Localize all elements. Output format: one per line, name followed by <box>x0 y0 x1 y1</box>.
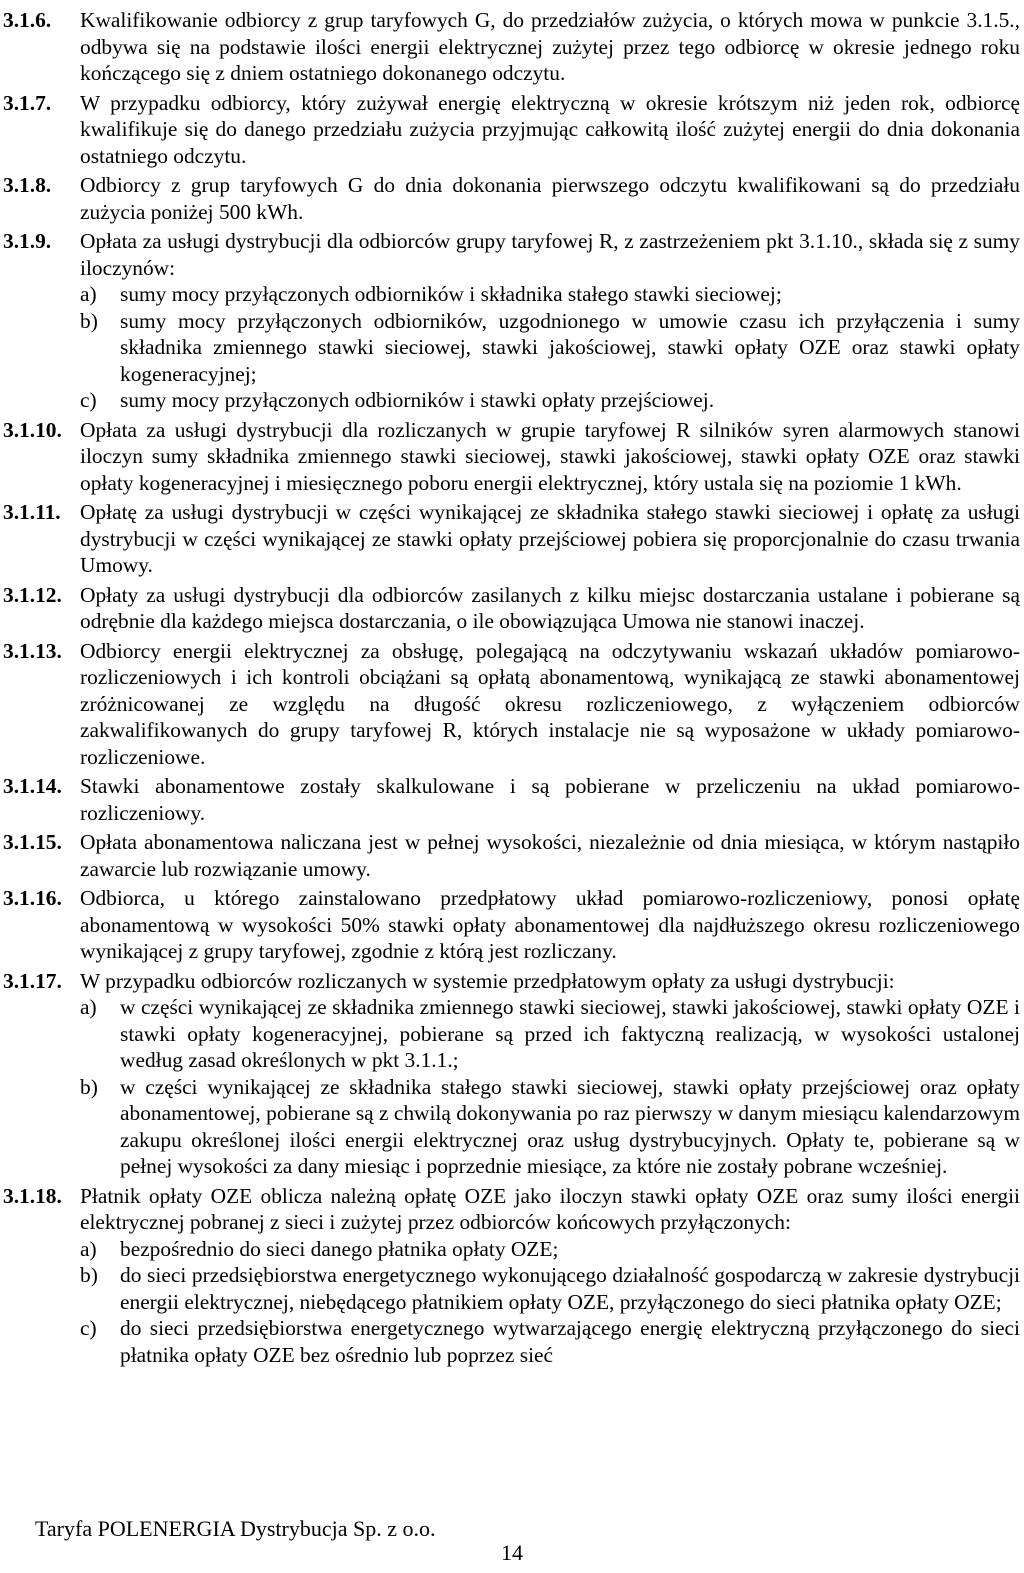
list-item-marker: c) <box>80 1316 97 1340</box>
list-item-marker: b) <box>80 1074 98 1099</box>
section-text: W przypadku odbiorców rozliczanych w systemie przedpłatowym opłaty za usługi dystrybucji: <box>80 968 895 993</box>
list-item-text: w części wynikającej ze składnika zmiennego stawki sieciowej, stawki jakościowej, stawki opłaty OZE i stawki opłaty kogeneracyjnej, pobierane są przed ich faktyczną realizacją, w wysokości ustalonej według zasad określonych w pkt 3.1.1.; <box>120 995 1020 1072</box>
list-item-text: do sieci przedsiębiorstwa energetycznego wytwarzającego energię elektryczną przyłączonego do sieci płatnika opłaty OZE bez ośrednio lub poprzez sieć <box>120 1316 1020 1367</box>
list-item-text: w części wynikającej ze składnika stałego stawki sieciowej, stawki opłaty przejściowej oraz opłaty abonamentowej, pobierane są z chwilą dokonywania po raz pierwszy w danym miesiącu kalendarzowym zakupu określonej ilości energii elektrycznej oraz usług dystrybucyjnych. Opłaty te, pobierane są w pełnej wysokości za dany miesiąc i poprzednie miesiące, za które nie zostały pobrane wcześniej. <box>120 1074 1020 1178</box>
section-number: 3.1.15. <box>3 830 62 854</box>
list-item-text: sumy mocy przyłączonych odbiorników, uzgodnionego w umowie czasu ich przyłączenia i sumy składnika zmiennego stawki sieciowej, stawki jakościowej, stawki opłaty OZE oraz stawki opłaty kogeneracyjnej; <box>120 308 1020 386</box>
section-item <box>0 7 1020 87</box>
list-item-text: sumy mocy przyłączonych odbiorników i składnika stałego stawki sieciowej; <box>120 282 782 306</box>
section-text: Opłaty za usługi dystrybucji dla odbiorców zasilanych z kilku miejsc dostarczania ustalane i pobierane są odrębnie dla każdego miejsca dostarczania, o ile obowiązująca Umowa nie stanowi inaczej. <box>80 582 1020 633</box>
section-text: Odbiorcy energii elektrycznej za obsługę, polegającą na odczytywaniu wskazań układów pomiarowo-rozliczeniowych i ich kontroli obciążani są opłatą abonamentową, wynikającą ze stawki abonamentowej zróżnicowanej ze względu na długość okresu rozliczeniowego, z wyłączeniem odbiorców zakwalifikowanych do grupy taryfowej R, których instalacje nie są wyposażone w układy pomiarowo-rozliczeniowe. <box>80 638 1020 769</box>
section-text: Kwalifikowanie odbiorcy z grup taryfowych G, do przedziałów zużycia, o których mowa w punkcie 3.1.5., odbywa się na podstawie ilości energii elektrycznej zużytej przez tego odbiorcę w okresie jednego roku kończącego się z dniem ostatniego dokonanego odczytu. <box>80 8 1020 85</box>
section-item <box>0 968 1020 1180</box>
list-item-marker: b) <box>80 1263 98 1287</box>
section-item <box>0 90 1020 170</box>
section-text: Płatnik opłaty OZE oblicza należną opłatę OZE jako iloczyn stawki opłaty OZE oraz sumy ilości energii elektrycznej pobranej z sieci i zużytej przez odbiorców końcowych przyłączonych: <box>80 1183 1020 1234</box>
section-item <box>0 773 1020 826</box>
section-list <box>0 4 1020 1368</box>
section-item <box>0 829 1020 882</box>
list-item <box>80 1262 1020 1315</box>
list-item <box>80 1074 1020 1180</box>
list-item <box>80 281 1020 308</box>
section-number: 3.1.6. <box>3 8 52 32</box>
section-item <box>0 1183 1020 1369</box>
section-item <box>0 172 1020 225</box>
section-number: 3.1.13. <box>3 638 62 663</box>
section-number: 3.1.9. <box>3 229 52 253</box>
section-number: 3.1.8. <box>3 173 52 197</box>
list-item-marker: b) <box>80 308 98 333</box>
list-item-marker: c) <box>80 388 97 412</box>
list-item <box>80 387 1020 414</box>
list-item-marker: a) <box>80 995 97 1019</box>
section-text: Opłatę za usługi dystrybucji w części wynikającej ze składnika stałego stawki sieciowej i opłatę za usługi dystrybucji w części wynikającej ze stawki opłaty przejściowej pobiera się proporcjonalnie do czasu trwania Umowy. <box>80 500 1020 577</box>
section-item <box>0 885 1020 965</box>
list-item <box>80 1315 1020 1368</box>
list-item-marker: a) <box>80 282 97 306</box>
section-text: Opłata za usługi dystrybucji dla odbiorców grupy taryfowej R, z zastrzeżeniem pkt 3.1.10., składa się z sumy iloczynów: <box>80 229 1020 280</box>
section-number: 3.1.16. <box>3 886 62 910</box>
section-number: 3.1.18. <box>3 1183 62 1208</box>
list-item <box>80 308 1020 388</box>
section-text: Odbiorca, u którego zainstalowano przedpłatowy układ pomiarowo-rozliczeniowy, ponosi opłatę abonamentową w wysokości 50% stawki opłaty abonamentowej dla najdłuższego okresu rozliczeniowego wynikającej z grupy taryfowej, zgodnie z którą jest rozliczany. <box>80 886 1020 963</box>
section-text: Odbiorcy z grup taryfowych G do dnia dokonania pierwszego odczytu kwalifikowani są do przedziału zużycia poniżej 500 kWh. <box>80 173 1020 224</box>
section-text: W przypadku odbiorcy, który zużywał energię elektryczną w okresie krótszym niż jeden rok, odbiorcę kwalifikuje się do danego przedziału zużycia przyjmując całkowitą ilość zużytej energii do dnia dokonania ostatniego odczytu. <box>80 90 1020 168</box>
section-item <box>0 417 1020 497</box>
section-number: 3.1.7. <box>3 90 52 115</box>
page-number: 14 <box>501 1540 523 1565</box>
section-number: 3.1.17. <box>3 968 62 993</box>
section-text: Opłata abonamentowa naliczana jest w pełnej wysokości, niezależnie od dnia miesiąca, w którym nastąpiło zawarcie lub rozwiązanie umowy. <box>80 830 1020 881</box>
footer-text: Taryfa POLENERGIA Dystrybucja Sp. z o.o. <box>35 1516 436 1541</box>
list-item-text: sumy mocy przyłączonych odbiorników i stawki opłaty przejściowej. <box>120 388 715 412</box>
list-item <box>80 994 1020 1074</box>
list-item-marker: a) <box>80 1236 97 1261</box>
section-text: Opłata za usługi dystrybucji dla rozliczanych w grupie taryfowej R silników syren alarmowych stanowi iloczyn sumy składnika zmiennego stawki sieciowej, stawki jakościowej, stawki opłaty OZE oraz stawki opłaty kogeneracyjnej i miesięcznego poboru energii elektrycznej, który ustala się na poziomie 1 kWh. <box>80 417 1020 495</box>
list-item <box>80 1236 1020 1263</box>
section-number: 3.1.11. <box>3 500 61 524</box>
section-item <box>0 499 1020 579</box>
section-number: 3.1.10. <box>3 417 62 442</box>
list-item-text: bezpośrednio do sieci danego płatnika opłaty OZE; <box>120 1236 559 1261</box>
section-item <box>0 582 1020 635</box>
section-number: 3.1.12. <box>3 582 62 607</box>
section-item <box>0 228 1020 414</box>
section-item <box>0 638 1020 771</box>
list-item-text: do sieci przedsiębiorstwa energetycznego wykonującego działalność gospodarczą w zakresie dystrybucji energii elektrycznej, niebędącego płatnikiem opłaty OZE, przyłączonego do sieci płatnika opłaty OZE; <box>120 1263 1020 1314</box>
section-number: 3.1.14. <box>3 774 62 798</box>
section-text: Stawki abonamentowe zostały skalkulowane i są pobierane w przeliczeniu na układ pomiarowo-rozliczeniowy. <box>80 774 1020 825</box>
